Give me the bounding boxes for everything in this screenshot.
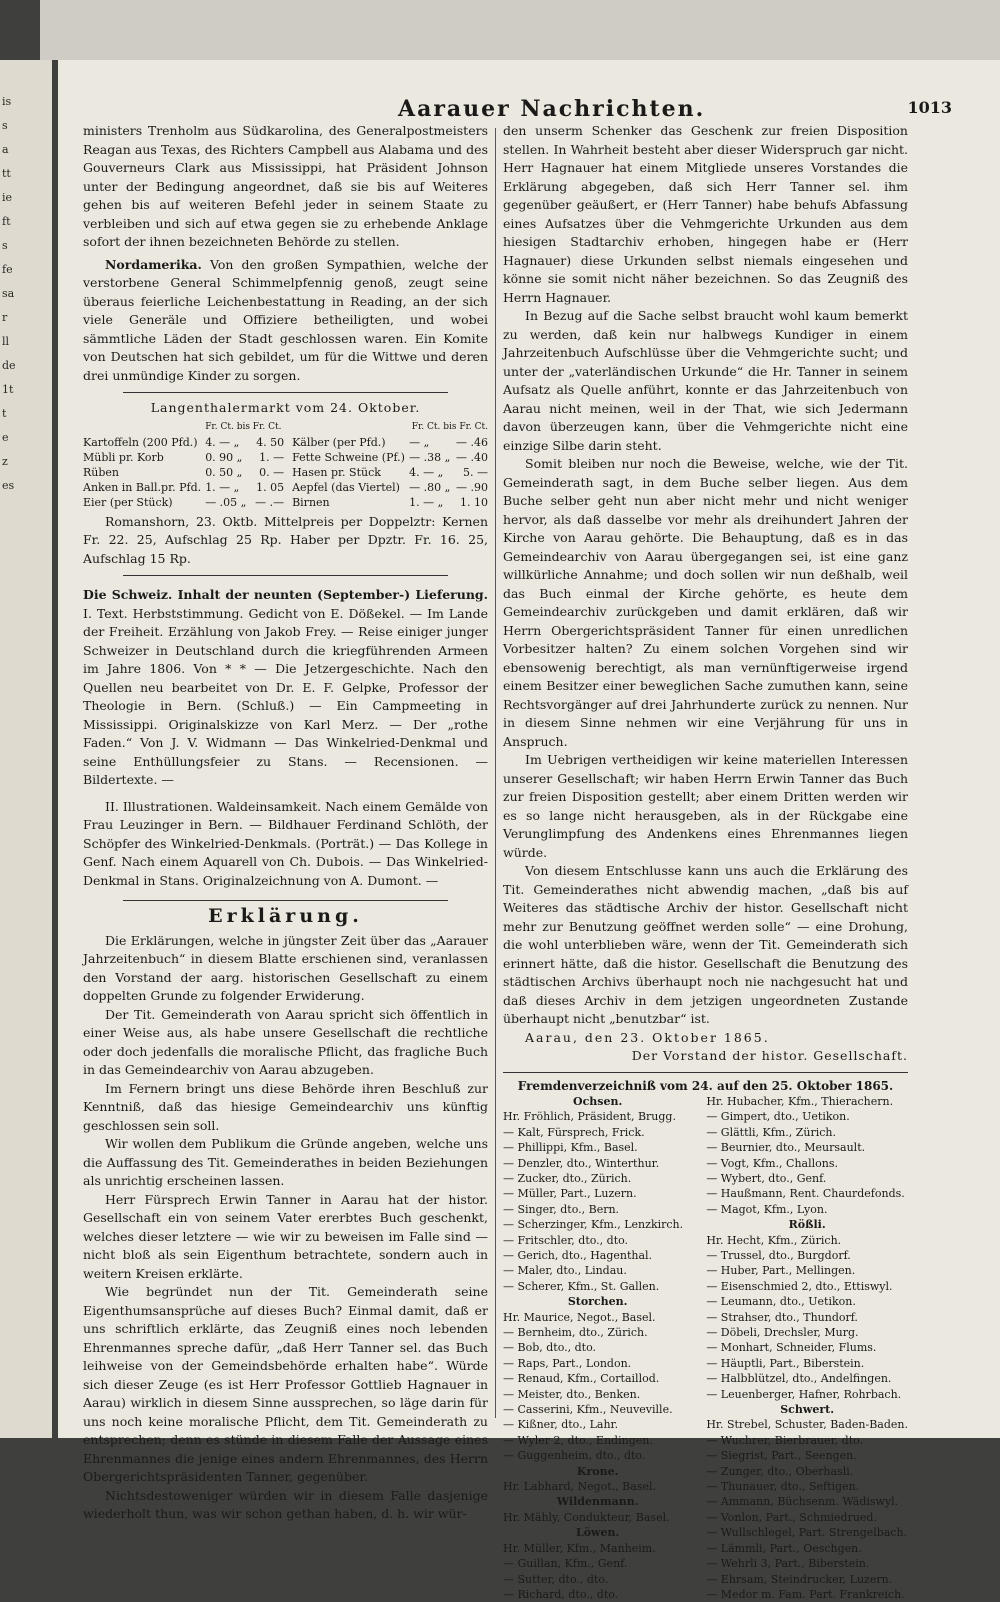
market-cell: — .46 bbox=[453, 435, 488, 450]
adjacent-page-fragment: es bbox=[2, 474, 22, 498]
hotel-name: Ochsen. bbox=[503, 1094, 692, 1109]
guest-entry: — Wybert, dto., Genf. bbox=[706, 1171, 908, 1186]
adjacent-page-fragment: s bbox=[2, 114, 22, 138]
hotel-name: Löwen. bbox=[503, 1525, 692, 1540]
guest-entry: — Trussel, dto., Burgdorf. bbox=[706, 1248, 908, 1263]
adjacent-page-fragment: ft bbox=[2, 210, 22, 234]
hotel-name: Schwert. bbox=[706, 1402, 908, 1417]
guest-entry: — Müller, Part., Luzern. bbox=[503, 1186, 692, 1201]
article-nordamerika bbox=[83, 256, 488, 386]
guest-entry: — Wyler 2, dto., Endingen. bbox=[503, 1433, 692, 1448]
adjacent-page-fragment: fe bbox=[2, 258, 22, 282]
adjacent-page-fragment: 1t bbox=[2, 378, 22, 402]
adjacent-page-fragment: ll bbox=[2, 330, 22, 354]
market-cell: Kälber (per Pfd.) bbox=[284, 435, 409, 450]
guest-entry: — Haußmann, Rent. Chaurdefonds. bbox=[706, 1186, 908, 1201]
guest-entry: — Magot, Kfm., Lyon. bbox=[706, 1202, 908, 1217]
market-cell: 1. — bbox=[251, 450, 284, 465]
erklaerung-paragraph: In Bezug auf die Sache selbst braucht wohl kaum bemerkt zu werden, daß kein nur halbwegs Kundiger in einem Jahrzeitenbuch Aufschlüsse über die Vehmgerichte sucht; und unter der „vaterländischen Urkunde“ die Hr. Tanner in seinem Aufsatz als Quelle anführt, konnte er das Jahrzeitenbuch von Aarau nicht meinen, weil in der That, wie sich Jedermann davon überzeugen kann, über die Vehmgerichte nicht eine einzige Silbe darin steht. bbox=[503, 307, 908, 455]
guest-entry: — Ammann, Büchsenm. Wädiswyl. bbox=[706, 1494, 908, 1509]
erklaerung-heading: Erklärung. bbox=[83, 907, 488, 926]
market-cell: — .— bbox=[251, 495, 284, 510]
guest-entry: Hr. Hubacher, Kfm., Thierachern. bbox=[706, 1094, 908, 1109]
guest-entry: — Monhart, Schneider, Flums. bbox=[706, 1340, 908, 1355]
guest-entry: — Leumann, dto., Uetikon. bbox=[706, 1294, 908, 1309]
erklaerung-paragraph: Nichtsdestoweniger würden wir in diesem Falle dasjenige wiederholt thun, was wir schon gethan haben, d. h. wir wür- bbox=[83, 1487, 488, 1524]
market-row bbox=[83, 435, 488, 450]
illustrations-text: II. Illustrationen. Waldeinsamkeit. Nach einem Gemälde von Frau Leuzinger in Bern. — Bildhauer Ferdinand Schlöth, der Schöpfer des Winkelried-Denkmals. (Porträt.) — Das Kollege in Genf. Nach einem Aquarell von Ch. Dubois. — Das Winkelried-Denkmal in Stans. Originalzeichnung von A. Dumont. — bbox=[83, 798, 488, 891]
adjacent-page-fragment: is bbox=[2, 90, 22, 114]
section-rule bbox=[123, 392, 448, 393]
guest-entry: — Glättli, Kfm., Zürich. bbox=[706, 1125, 908, 1140]
market-cell: — .38 „ bbox=[409, 450, 453, 465]
guest-entry: — Siegrist, Part., Seengen. bbox=[706, 1448, 908, 1463]
market-row bbox=[83, 480, 488, 495]
hotel-name: Rößli. bbox=[706, 1217, 908, 1232]
guest-entry: Hr. Hecht, Kfm., Zürich. bbox=[706, 1233, 908, 1248]
erklaerung-paragraph: Herr Fürsprech Erwin Tanner in Aarau hat der histor. Gesellschaft ein von seinem Vater ererbtes Buch geschenkt, welches dieser letztere — wie wir zu beweisen im Falle sind — nicht bloß als sein Eigenthum betrachtete, sondern auch in weitern Kreisen erklärte. bbox=[83, 1191, 488, 1284]
guest-entry: — Wuchrer, Bierbrauer, dto. bbox=[706, 1433, 908, 1448]
guest-entry: — Ehrsam, Steindrucker, Luzern. bbox=[706, 1572, 908, 1587]
market-cell: Eier (per Stück) bbox=[83, 495, 205, 510]
hotel-name: Krone. bbox=[503, 1464, 692, 1479]
adjacent-page-fragment: sa bbox=[2, 282, 22, 306]
guest-entry: — Gimpert, dto., Uetikon. bbox=[706, 1109, 908, 1124]
section-rule bbox=[123, 575, 448, 576]
market-cell: Kartoffeln (200 Pfd.) bbox=[83, 435, 205, 450]
guest-entry: — Döbeli, Drechsler, Murg. bbox=[706, 1325, 908, 1340]
adjacent-page-fragment: tt bbox=[2, 162, 22, 186]
market-cell: 1. — „ bbox=[205, 480, 251, 495]
adjacent-page-fragment: z bbox=[2, 450, 22, 474]
guest-entry: — Wullschlegel, Part. Strengelbach. bbox=[706, 1525, 908, 1540]
market-cell: 1. 05 bbox=[251, 480, 284, 495]
guest-entry: — Meister, dto., Benken. bbox=[503, 1387, 692, 1402]
erklaerung-paragraph: Die Erklärungen, welche in jüngster Zeit über das „Aarauer Jahrzeitenbuch“ in diesem Blatte erschienen sind, veranlassen den Vorstand der aarg. historischen Gesellschaft zu einem doppelten Grunde zu folgender Erwiderung. bbox=[83, 932, 488, 1006]
guest-entry: — Renaud, Kfm., Cortaillod. bbox=[503, 1371, 692, 1386]
guest-entry: — Zucker, dto., Zürich. bbox=[503, 1171, 692, 1186]
guest-entry: — Strahser, dto., Thundorf. bbox=[706, 1310, 908, 1325]
erklaerung-paragraph: Von diesem Entschlusse kann uns auch die Erklärung des Tit. Gemeinderathes nicht abwendig machen, „daß bis auf Weiteres das städtische Archiv der histor. Gesellschaft nicht mehr zur Benutzung geöffnet werden solle“ — eine Drohung, die wohl unterblieben wäre, wenn der Tit. Gemeinderath sich erinnert hätte, daß die histor. Gesellschaft die Benutzung des städtischen Archivs überhaupt noch nie nachgesucht hat und daß dieses Archiv in dem jetzigen ungeordneten Zustande überhaupt nicht „benutzbar“ ist. bbox=[503, 862, 908, 1029]
market-cell: Mübli pr. Korb bbox=[83, 450, 205, 465]
erklaerung-paragraph: Im Fernern bringt uns diese Behörde ihren Beschluß zur Kenntniß, daß das hiesige Gemeindearchiv uns künftig geschlossen sein soll. bbox=[83, 1080, 488, 1136]
market-cell: 0. 90 „ bbox=[205, 450, 251, 465]
market-cell: 4. — „ bbox=[205, 435, 251, 450]
market-cell: 0. — bbox=[251, 465, 284, 480]
market-cell: 4. — „ bbox=[409, 465, 453, 480]
guest-entry: — Fritschler, dto., dto. bbox=[503, 1233, 692, 1248]
hotel-name: Storchen. bbox=[503, 1294, 692, 1309]
erklaerung-paragraph: Der Tit. Gemeinderath von Aarau spricht sich öffentlich in einer Weise aus, als habe unsere Gesellschaft die rechtliche oder doch jedenfalls die moralische Pflicht, das fragliche Buch in das Gemeindearchiv von Aarau abzugeben. bbox=[83, 1006, 488, 1080]
guest-entry: — Scherzinger, Kfm., Lenzkirch. bbox=[503, 1217, 692, 1232]
section-rule bbox=[503, 1072, 908, 1073]
guest-entry: — Vonlon, Part., Schmiedrued. bbox=[706, 1510, 908, 1525]
market-cell: Aepfel (das Viertel) bbox=[284, 480, 409, 495]
guest-entry: — Gerich, dto., Hagenthal. bbox=[503, 1248, 692, 1263]
market-header-cell: Fr. Ct. bis Fr. Ct. bbox=[409, 420, 488, 435]
market-cell: — „ bbox=[409, 435, 453, 450]
adjacent-page-edge bbox=[0, 60, 52, 1438]
column-divider bbox=[495, 128, 496, 1418]
guest-entry: — Maler, dto., Lindau. bbox=[503, 1263, 692, 1278]
guest-entry: — Phillippi, Kfm., Basel. bbox=[503, 1140, 692, 1155]
guest-entry: — Vogt, Kfm., Challons. bbox=[706, 1156, 908, 1171]
guest-entry: — Thunauer, dto., Seftigen. bbox=[706, 1479, 908, 1494]
market-table-header bbox=[83, 420, 488, 435]
right-column bbox=[503, 122, 908, 1602]
left-column bbox=[83, 122, 488, 1524]
page-number: 1013 bbox=[907, 98, 952, 117]
market-cell: Fette Schweine (Pf.) bbox=[284, 450, 409, 465]
guest-entry: — Casserini, Kfm., Neuveville. bbox=[503, 1402, 692, 1417]
market-table bbox=[83, 420, 488, 510]
market-cell: Hasen pr. Stück bbox=[284, 465, 409, 480]
guest-entry: — Eisenschmied 2, dto., Ettiswyl. bbox=[706, 1279, 908, 1294]
guest-entry: — Guggenheim, dto., dto. bbox=[503, 1448, 692, 1463]
guest-entry: — Raps, Part., London. bbox=[503, 1356, 692, 1371]
erklaerung-paragraph: Wir wollen dem Publikum die Gründe angeben, welche uns die Auffassung des Tit. Gemeinderathes in beiden Beziehungen als unrichtig erscheinen lassen. bbox=[83, 1135, 488, 1191]
guest-entry: — Scherer, Kfm., St. Gallen. bbox=[503, 1279, 692, 1294]
market-row bbox=[83, 450, 488, 465]
guest-entry: Hr. Mähly, Condukteur, Basel. bbox=[503, 1510, 692, 1525]
guest-entry: — Richard, dto., dto. bbox=[503, 1587, 692, 1602]
guest-entry: Hr. Strebel, Schuster, Baden-Baden. bbox=[706, 1417, 908, 1432]
adjacent-page-text bbox=[2, 90, 22, 498]
guest-entry: — Kißner, dto., Lahr. bbox=[503, 1417, 692, 1432]
guest-entry: — Bob, dto., dto. bbox=[503, 1340, 692, 1355]
guest-register bbox=[503, 1079, 908, 1602]
section-rule bbox=[123, 900, 448, 901]
guest-entry: — Singer, dto., Bern. bbox=[503, 1202, 692, 1217]
erklaerung-paragraph: den unserm Schenker das Geschenk zur freien Disposition stellen. In Wahrheit besteht aber dieser Widerspruch gar nicht. Herr Hagnauer hat einem Mitgliede unseres Vorstandes die Erklärung abgegeben, daß sich Herr Tanner sel. ihm gegenüber geäußert, er (Herr Tanner) habe behufs Abfassung eines Aufsatzes über die Vehmgerichte Urkunden aus dem hiesigen Stadtarchiv erhoben, hingegen habe er (Herr Hagnauer) diese Urkunden selbst niemals eingesehen und könne sie somit nicht näher bezeichnen. So das Zeugniß des Herrn Hagnauer. bbox=[503, 122, 908, 307]
guest-column-left bbox=[503, 1094, 692, 1602]
guest-entry: — Sutter, dto., dto. bbox=[503, 1572, 692, 1587]
erklaerung-paragraph: Im Uebrigen vertheidigen wir keine materiellen Interessen unserer Gesellschaft; wir haben Herrn Erwin Tanner das Buch zur freien Disposition gestellt; aber einem Dritten werden wir es so lange nicht herausgeben, als in der Rückgabe eine Verunglimpfung des Andenkens eines Ehrenmannes liegen würde. bbox=[503, 751, 908, 862]
guest-entry: Hr. Fröhlich, Präsident, Brugg. bbox=[503, 1109, 692, 1124]
guest-entry: — Beurnier, dto., Meursault. bbox=[706, 1140, 908, 1155]
newspaper-page bbox=[58, 60, 1000, 1438]
hotel-name: Wildenmann. bbox=[503, 1494, 692, 1509]
article-lead: Nordamerika. bbox=[105, 257, 202, 272]
market-cell: Anken in Ball.pr. Pfd. bbox=[83, 480, 205, 495]
market-cell: 4. 50 bbox=[251, 435, 284, 450]
market-cell: — .80 „ bbox=[409, 480, 453, 495]
schweiz-notice bbox=[83, 586, 488, 790]
guest-entry: — Häuptli, Part., Biberstein. bbox=[706, 1356, 908, 1371]
guest-entry: Hr. Labhard, Negot., Basel. bbox=[503, 1479, 692, 1494]
guest-entry: — Lämmli, Part., Oeschgen. bbox=[706, 1541, 908, 1556]
article-text: Von den großen Sympathien, welche der verstorbene General Schimmelpfennig genoß, zeugt seine überaus feierliche Leichenbestattung in Reading, an der sich viele Generäle und Offiziere betheiligten, und wobei sämmtliche Läden der Stadt geschlossen waren. Ein Komite von Deutschen hat sich gebildet, um für die Wittwe und deren drei unmündige Kinder zu sorgen. bbox=[83, 257, 488, 383]
market-cell: 1. — „ bbox=[409, 495, 453, 510]
market-row bbox=[83, 465, 488, 480]
adjacent-page-fragment: a bbox=[2, 138, 22, 162]
schweiz-text: I. Text. Herbststimmung. Gedicht von E. Dößekel. — Im Lande der Freiheit. Erzählung von Jakob Frey. — Reise einiger junger Schweizer in Deutschland durch die kriegführenden Armeen im Jahre 1806. Von * * — Die Jetzergeschichte. Nach den Quellen neu bearbeitet von Dr. E. F. Gelpke, Professor der Theologie in Bern. (Schluß.) — Ein Campmeeting in Mississippi. Originalskizze von Karl Merz. — Der „rothe Faden.“ Von J. V. Widmann — Das Winkelried-Denkmal und seine Enthüllungsfeier zu Stans. — Recensionen. — Bildertexte. — bbox=[83, 606, 488, 788]
adjacent-page-fragment: de bbox=[2, 354, 22, 378]
market-header-cell: Fr. Ct. bis Fr. Ct. bbox=[205, 420, 284, 435]
market-title: Langenthalermarkt vom 24. Oktober. bbox=[83, 399, 488, 418]
market-row bbox=[83, 495, 488, 510]
erklaerung-signature: Der Vorstand der histor. Gesellschaft. bbox=[503, 1047, 908, 1066]
guest-entry: — Leuenberger, Hafner, Rohrbach. bbox=[706, 1387, 908, 1402]
erklaerung-date: Aarau, den 23. Oktober 1865. bbox=[503, 1029, 908, 1048]
guest-entry: Hr. Maurice, Negot., Basel. bbox=[503, 1310, 692, 1325]
market-cell: — .05 „ bbox=[205, 495, 251, 510]
market-cell: 1. 10 bbox=[453, 495, 488, 510]
guest-entry: Hr. Müller, Kfm., Manheim. bbox=[503, 1541, 692, 1556]
adjacent-page-fragment: ie bbox=[2, 186, 22, 210]
guest-register-title: Fremdenverzeichniß vom 24. auf den 25. Oktober 1865. bbox=[503, 1079, 908, 1094]
guest-entry: — Halbblützel, dto., Andelfingen. bbox=[706, 1371, 908, 1386]
market-cell: 5. — bbox=[453, 465, 488, 480]
guest-entry: — Huber, Part., Mellingen. bbox=[706, 1263, 908, 1278]
market-cell: Birnen bbox=[284, 495, 409, 510]
guest-entry: — Guillan, Kfm., Genf. bbox=[503, 1556, 692, 1571]
guest-entry: — Medor m. Fam. Part. Frankreich. bbox=[706, 1587, 908, 1602]
guest-entry: — Kalt, Fürsprech, Frick. bbox=[503, 1125, 692, 1140]
schweiz-lead: Die Schweiz. Inhalt der neunten (September-) Lieferung. bbox=[83, 587, 488, 602]
page-title: Aarauer Nachrichten. bbox=[398, 96, 705, 122]
adjacent-page-fragment: r bbox=[2, 306, 22, 330]
adjacent-page-fragment: s bbox=[2, 234, 22, 258]
market-cell: — .40 bbox=[453, 450, 488, 465]
guest-entry: — Bernheim, dto., Zürich. bbox=[503, 1325, 692, 1340]
market-cell: 0. 50 „ bbox=[205, 465, 251, 480]
erklaerung-paragraph: Somit bleiben nur noch die Beweise, welche, wie der Tit. Gemeinderath sagt, in dem Buche selber liegen. Aus dem Buche selber geht nun aber nicht mehr und nicht weniger hervor, als daß dasselbe vor mehr als dreihundert Jahren der Kirche von Aarau gehörte. Die Behauptung, daß es in das Gemeindearchiv von Aarau übergegangen sei, ist eine ganz willkürliche Annahme; und doch sollen wir nun deßhalb, weil das Buch einmal der Kirche gehörte, es heute dem Gemeindearchiv zurückgeben und damit erklären, daß wir Herrn Obergerichtspräsident Tanner für einen unredlichen Vorbesitzer halten? Zu einem solchen Vorgehen sind wir ebensowenig berechtigt, als man vernünftigerweise irgend einem Besitzer einer beweglichen Sache zumuthen kann, seine Rechtsvorgänger auf drei Jahrhunderte zurück zu nennen. Nur in diesem Sinne nehmen wir eine Verjährung für uns in Anspruch. bbox=[503, 455, 908, 751]
adjacent-page-fragment: e bbox=[2, 426, 22, 450]
background-page-top bbox=[40, 0, 1000, 60]
market-cell: Rüben bbox=[83, 465, 205, 480]
article-paragraph: ministers Trenholm aus Südkarolina, des Generalpostmeisters Reagan aus Texas, des Richters Campbell aus Alabama und des Gouverneurs Clark aus Mississippi, hat Präsident Johnson unter der Bedingung angeordnet, daß sie bis auf Weiteres gehen bis auf weiteren Befehl jeder in seinem Staate zu verbleiben und sich auf etwa gegen sie zu erhebende Anklage sofort der ihnen bezeichneten Behörde zu stellen. bbox=[83, 122, 488, 252]
erklaerung-paragraph: Wie begründet nun der Tit. Gemeinderath seine Eigenthumsansprüche auf dieses Buch? Einmal damit, daß er uns schriftlich erklärte, das Zeugniß eines noch lebenden Ehrenmannes spreche dafür, „daß Herr Tanner sel. das Buch leihweise von der Gemeindsbehörde erhalten habe“. Würde sich dieser Zeuge (es ist Herr Professor Gottlieb Hagnauer in Aarau) wirklich in diesem Sinne aussprechen, so läge darin für uns noch keine moralische Pflicht, dem Tit. Gemeinderath zu entsprechen; denn es stünde in diesem Falle der Aussage eines Ehrenmannes die jenige eines andern Ehrenmannes, des Herrn Obergerichtspräsidenten Tanner, gegenüber. bbox=[83, 1283, 488, 1487]
guest-entry: — Zunger, dto., Oberhasli. bbox=[706, 1464, 908, 1479]
guest-entry: — Wehrli 3, Part., Biberstein. bbox=[706, 1556, 908, 1571]
market-cell: — .90 bbox=[453, 480, 488, 495]
market-note: Romanshorn, 23. Oktb. Mittelpreis per Doppelztr: Kernen Fr. 22. 25, Aufschlag 25 Rp. Haber per Dpztr. Fr. 16. 25, Aufschlag 15 Rp. bbox=[83, 513, 488, 569]
adjacent-page-fragment: t bbox=[2, 402, 22, 426]
guest-entry: — Denzler, dto., Winterthur. bbox=[503, 1156, 692, 1171]
guest-column-right bbox=[706, 1094, 908, 1602]
